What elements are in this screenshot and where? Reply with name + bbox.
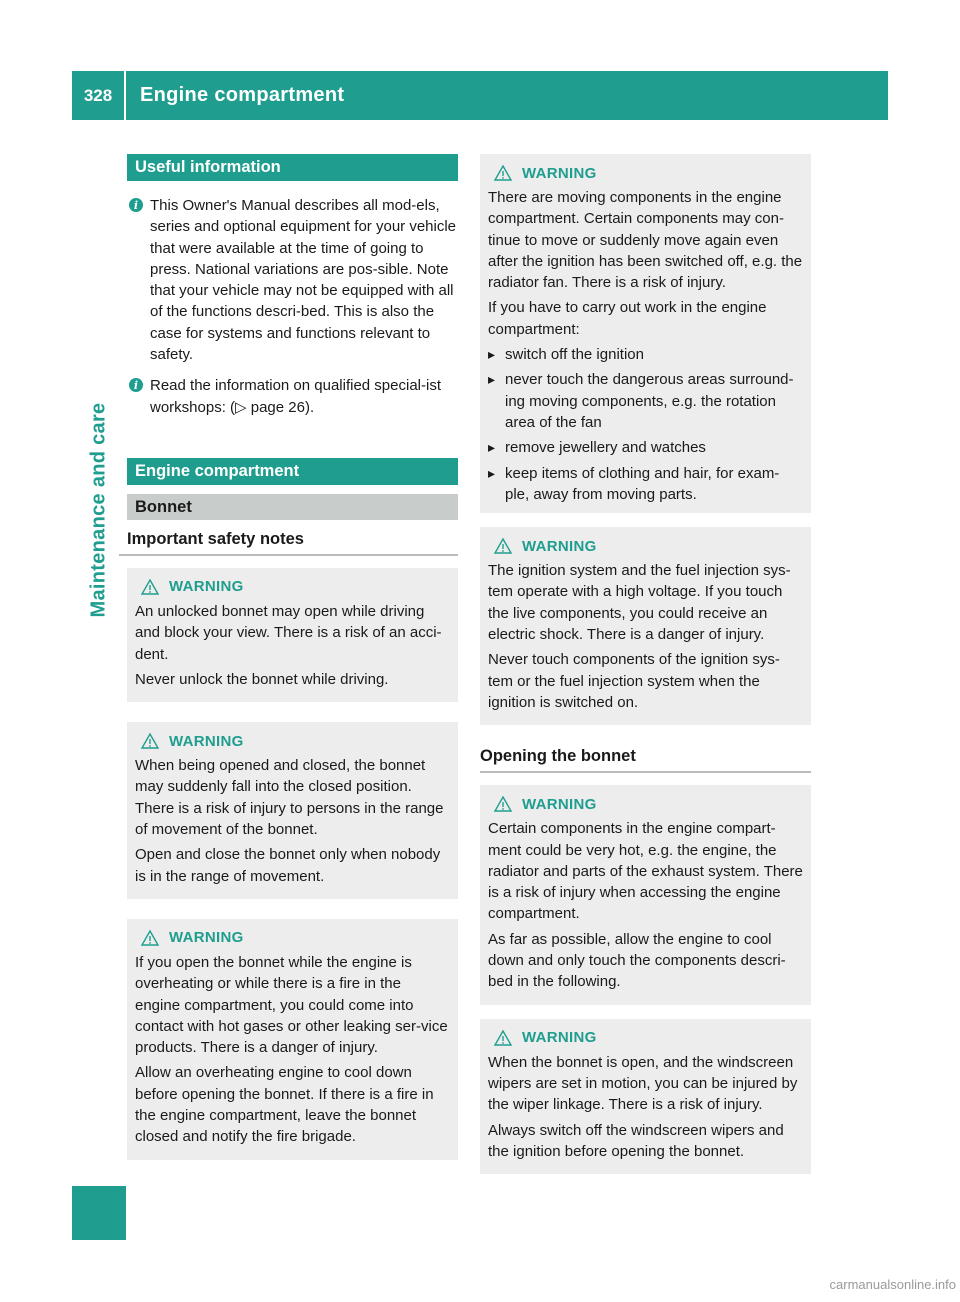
warning-box	[480, 785, 811, 1004]
warning-box	[480, 1019, 811, 1174]
warning-title: WARNING	[522, 537, 597, 555]
warning-triangle-icon	[494, 165, 512, 181]
side-tab-marker	[72, 1186, 126, 1240]
warning-text: The ignition system and the fuel injection sys-tem operate with a high voltage. If you touch the live components, you could receive an electric shock. There is a danger of injury.	[488, 562, 791, 644]
warning-title: WARNING	[522, 795, 597, 813]
warning-title: WARNING	[169, 578, 244, 596]
page-title: Engine compartment	[140, 84, 345, 106]
warning-triangle-icon	[141, 733, 159, 749]
warning-box	[127, 919, 458, 1160]
warning-text: If you open the bonnet while the engine is overheating or while there is a fire in the engine compartment, you could come into contact with hot gases or other leaking ser-vice products. There is a danger of injury.	[135, 953, 448, 1057]
warning-title: WARNING	[169, 929, 244, 947]
warning-text: There are moving components in the engine compartment. Certain components may con-tinue to move or suddenly move again even after the ignition has been switched off, e.g. the radiator fan. There is a risk of injury.	[488, 189, 803, 292]
warning-text: Never touch components of the ignition sys-tem or the fuel injection system when the ignition is switched on.	[488, 651, 780, 711]
warning-triangle-icon	[141, 579, 159, 595]
bullet-icon: ▸	[488, 371, 496, 388]
bullet-icon: ▸	[488, 464, 496, 481]
warning-triangle-icon	[494, 538, 512, 554]
section-heading: Engine compartment	[127, 458, 458, 485]
useful-info-heading: Useful information	[127, 154, 458, 181]
warning-triangle-icon	[494, 1030, 512, 1046]
right-column	[480, 154, 811, 1174]
page-header	[72, 71, 888, 120]
warning-box	[127, 722, 458, 899]
warning-text: An unlocked bonnet may open while driving and block your view. There is a risk of an acci-dent.	[135, 602, 442, 663]
side-tab-label: Maintenance and care	[87, 402, 110, 618]
opening-bonnet-heading: Opening the bonnet	[480, 747, 811, 773]
warning-text: Certain components in the engine compart-ment could be very hot, e.g. the engine, the radiator and parts of the exhaust system. There is a risk of injury when accessing the engine compartment.	[488, 820, 803, 923]
safety-notes-heading: Important safety notes	[119, 530, 458, 556]
warning-text: Never unlock the bonnet while driving.	[135, 670, 389, 688]
warning-triangle-icon	[141, 930, 159, 946]
warning-title: WARNING	[522, 164, 597, 182]
warning-text: As far as possible, allow the engine to cool down and only touch the components descri-bed in the following.	[488, 930, 786, 991]
warning-text: If you have to carry out work in the engine compartment:	[488, 299, 767, 338]
bullet-icon: ▸	[488, 439, 496, 456]
list-item: ▸ never touch the dangerous areas surround-ing moving components, e.g. the rotation area of the fan	[488, 369, 803, 433]
list-item: ▸ switch off the ignition	[488, 344, 803, 365]
warning-text: Always switch off the windscreen wipers and the ignition before opening the bonnet.	[488, 1121, 784, 1160]
page-number: 328	[72, 71, 126, 120]
info-icon: i	[129, 378, 143, 392]
footer-watermark: carmanualsonline.info	[829, 1277, 956, 1292]
info-text-1: This Owner's Manual describes all mod-els, series and optional equipment for your vehicle that were available at the time of going to press. National variations are pos-sible. Note that your vehicle may not be equipped with all of the functions descri-bed. This is also the case for systems and functions relevant to safety.	[150, 197, 457, 364]
warning-text: When being opened and closed, the bonnet may suddenly fall into the closed position. There is a risk of injury to persons in the range of movement of the bonnet.	[135, 757, 444, 839]
warning-text: When the bonnet is open, and the windscreen wipers are set in motion, you can be injured by the wiper linkage. There is a risk of injury.	[488, 1053, 798, 1114]
list-item: ▸ remove jewellery and watches	[488, 437, 803, 458]
bullet-icon: ▸	[488, 346, 496, 363]
warning-title: WARNING	[522, 1029, 597, 1047]
warning-box	[480, 527, 811, 725]
warning-triangle-icon	[494, 796, 512, 812]
info-note-1	[127, 195, 458, 365]
warning-box	[480, 154, 811, 513]
left-column	[127, 154, 458, 1160]
warning-text: Open and close the bonnet only when nobody is in the range of movement.	[135, 846, 441, 885]
warning-title: WARNING	[169, 732, 244, 750]
info-text-2: Read the information on qualified special-ist workshops: (▷ page 26).	[150, 377, 441, 416]
info-note-2	[127, 375, 458, 418]
sub-heading: Bonnet	[127, 494, 458, 520]
warning-box	[127, 568, 458, 702]
list-item: ▸ keep items of clothing and hair, for exam-ple, away from moving parts.	[488, 463, 803, 506]
info-icon: i	[129, 198, 143, 212]
warning-text: Allow an overheating engine to cool down before opening the bonnet. If there is a fire in the engine compartment, leave the bonnet closed and notify the fire brigade.	[135, 1064, 434, 1146]
